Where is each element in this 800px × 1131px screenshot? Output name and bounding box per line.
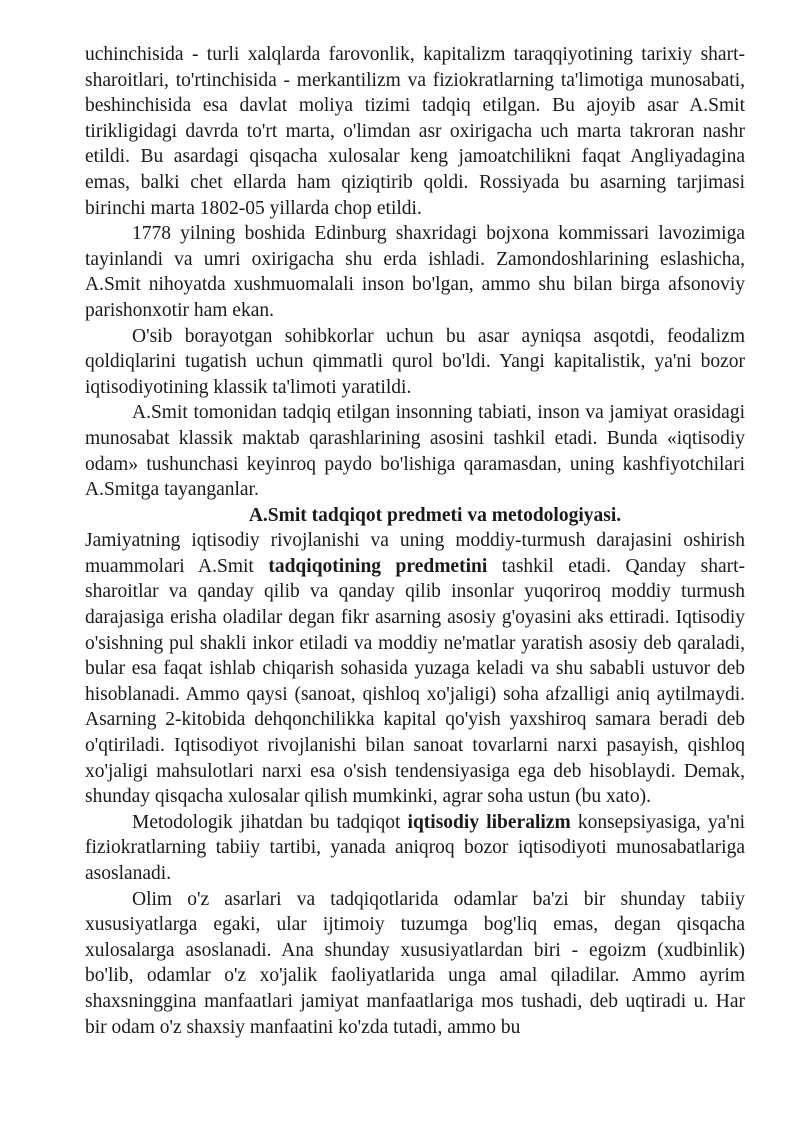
- text-run: Metodologik jihatdan bu tadqiqot: [132, 811, 408, 833]
- text-run: Jamiyatning iqtisodiy rivojlanishi va uning moddiy-turmush darajasini oshirish muammolari A.Smit: [85, 530, 745, 577]
- paragraph-entrepreneurs: O'sib borayotgan sohibkorlar uchun bu asar ayniqsa asqotdi, feodalizm qoldiqlarini tugatish uchun qimmatli qurol bo'ldi. Yangi kapitalistik, ya'ni bozor iqtisodiyotining klassik ta'limoti yaratildi.: [85, 325, 745, 398]
- paragraph-human-nature: A.Smit tomonidan tadqiq etilgan insonning tabiati, inson va jamiyat orasidagi munosabat klassik maktab qarashlarining asosini tashkil etadi. Bunda «iqtisodiy odam» tushunchasi keyinroq paydo bo'lishiga qaramasdan, uning kashfiyotchilari A.Smitga tayanganlar.: [85, 402, 745, 501]
- bold-term-subject: tadqiqotining predmetini: [268, 555, 488, 577]
- paragraph-egoism: Olim o'z asarlari va tadqiqotlarida odamlar ba'zi bir shunday tabiiy xususiyatlarga egaki, ular ijtimoiy tuzumga bog'liq emas, degan qisqacha xulosalarga asoslanadi. Ana shunday xususiyatlardan biri - egoizm (xudbinlik) bo'lib, odamlar o'z xo'jalik faoliyatlarida unga amal qiladilar. Ammo ayrim shaxsninggina manfaatlari jamiyat manfaatlariga mos tushadi, deb uqtiradi u. Har bir odam o'z shaxsiy manfaatini ko'zda tutadi, ammo bu: [85, 888, 745, 1038]
- paragraph-research-subject: [85, 528, 745, 810]
- bold-term-liberalism: iqtisodiy liberalizm: [407, 811, 571, 833]
- text-run: tashkil etadi. Qanday shart-sharoitlar va qanday qilib va qanday qilib insonlar yuqoriroq moddiy turmush darajasiga erisha oladilar degan fikr asarning asosiy g'oyasini aks ettiradi. Iqtisodiy o'sishning pul shakli inkor etiladi va moddiy ne'matlar yaratish asosiy deb qaraladi, bular esa faqat ishlab chiqarish sohasida yuzaga keladi va shu sababli ustuvor deb hisoblanadi. Ammo qaysi (sanoat, qishloq xo'jaligi) soha afzalligi aniq aytilmaydi. Asarning 2-kitobida dehqonchilikka kapital qo'yish yaxshiroq samara beradi deb o'qtiriladi. Iqtisodiyot rivojlanishi bilan sanoat tovarlarni narxi pasayish, qishloq xo'jaligi mahsulotlari narxi esa o'sish tendensiyasiga ega deb hisoblaydi. Demak, shunday qisqacha xulosalar qilish mumkinki, agrar soha ustun (bu xato).: [85, 555, 746, 808]
- section-heading: A.Smit tadqiqot predmeti va metodologiyasi.: [248, 504, 622, 526]
- paragraph-continuation: uchinchisida - turli xalqlarda farovonlik, kapitalizm taraqqiyotining tarixiy shart-sharoitlari, to'rtinchisida - merkantilizm va fiziokratlarning ta'limotiga munosabati, beshinchisida esa davlat moliya tizimi tadqiq etilgan. Bu ajoyib asar A.Smit tirikligidagi davrda to'rt marta, o'limdan asr oxirigacha uch marta takroran nashr etildi. Bu asardagi qisqacha xulosalar keng jamoatchilikni faqat Angliyadagina emas, balki chet ellarda ham qiziqtirib qoldi. Rossiyada bu asarning tarjimasi birinchi marta 1802-05 yillarda chop etildi.: [85, 44, 745, 219]
- text-run: konsepsiyasiga, ya'ni fiziokratlarning tabiiy tartibi, yanada aniqroq bozor iqtisodiyoti munosabatlariga asoslanadi.: [85, 811, 746, 884]
- document-page: [85, 42, 745, 1040]
- paragraph-methodology: [85, 810, 745, 887]
- paragraph-edinburg: 1778 yilning boshida Edinburg shaxridagi bojxona kommissari lavozimiga tayinlandi va umri oxirigacha shu erda ishladi. Zamondoshlarining eslashicha, A.Smit nihoyatda xushmuomalali inson bo'lgan, ammo shu bilan birga afsonoviy parishonxotir ham ekan.: [85, 223, 745, 321]
